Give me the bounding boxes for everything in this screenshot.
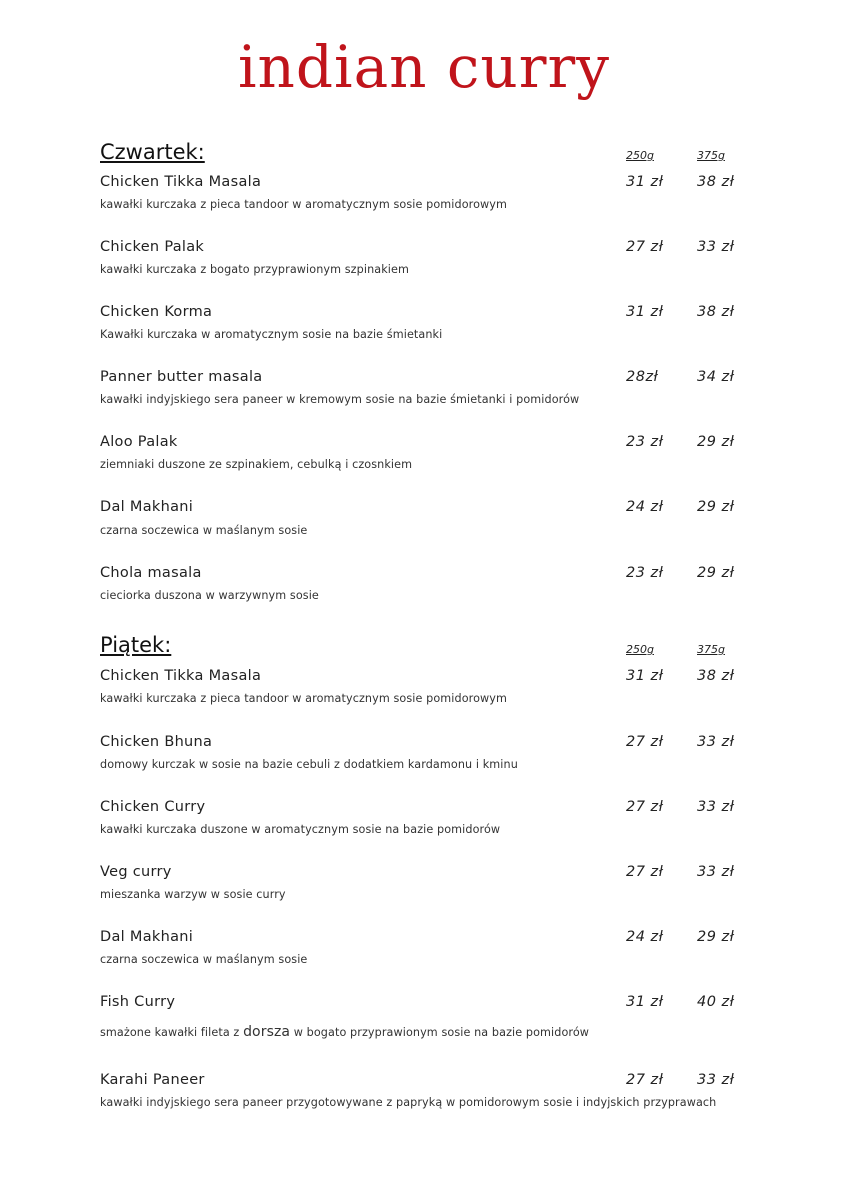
- price-small: 27 zł: [626, 864, 664, 880]
- price-small: 31 zł: [626, 994, 664, 1010]
- item-name: Aloo Palak: [100, 434, 178, 450]
- price-small: 27 zł: [626, 799, 664, 815]
- item-description: [100, 1024, 589, 1040]
- price-large: 33 zł: [697, 864, 735, 880]
- restaurant-logo-title: indian curry: [237, 33, 610, 101]
- price-large: 33 zł: [697, 1072, 735, 1088]
- item-name: Chicken Tikka Masala: [100, 668, 262, 684]
- item-name: Chicken Korma: [100, 304, 213, 320]
- item-name: Chicken Tikka Masala: [100, 174, 262, 190]
- price-large: 33 zł: [697, 734, 735, 750]
- item-description: czarna soczewica w maślanym sosie: [100, 524, 308, 537]
- price-large: 38 zł: [697, 668, 735, 684]
- item-description: kawałki indyjskiego sera paneer przygotowywane z papryką w pomidorowym sosie i indyjskich przyprawach: [100, 1096, 717, 1109]
- item-name: Dal Makhani: [100, 929, 194, 945]
- price-large: 38 zł: [697, 304, 735, 320]
- size-header-375g: 375g: [697, 643, 725, 656]
- item-description: czarna soczewica w maślanym sosie: [100, 953, 308, 966]
- price-small: 23 zł: [626, 565, 664, 581]
- price-small: 28zł: [626, 369, 659, 385]
- item-description: kawałki kurczaka duszone w aromatycznym sosie na bazie pomidorów: [100, 823, 501, 836]
- item-description: domowy kurczak w sosie na bazie cebuli z dodatkiem kardamonu i kminu: [100, 758, 518, 771]
- item-description: kawałki kurczaka z pieca tandoor w aromatycznym sosie pomidorowym: [100, 198, 508, 211]
- item-description: ziemniaki duszone ze szpinakiem, cebulką i czosnkiem: [100, 458, 413, 471]
- price-small: 31 zł: [626, 304, 664, 320]
- price-large: 40 zł: [697, 994, 735, 1010]
- item-name: Panner butter masala: [100, 369, 263, 385]
- item-name: Karahi Paneer: [100, 1072, 205, 1088]
- price-large: 29 zł: [697, 565, 735, 581]
- price-large: 29 zł: [697, 434, 735, 450]
- item-name: Chicken Bhuna: [100, 734, 213, 750]
- price-large: 38 zł: [697, 174, 735, 190]
- price-small: 27 zł: [626, 1072, 664, 1088]
- price-small: 31 zł: [626, 174, 664, 190]
- item-name: Chicken Curry: [100, 799, 206, 815]
- item-name: Veg curry: [100, 864, 172, 880]
- price-small: 24 zł: [626, 929, 664, 945]
- item-name: Chicken Palak: [100, 239, 205, 255]
- price-small: 31 zł: [626, 668, 664, 684]
- item-name: Fish Curry: [100, 994, 176, 1010]
- price-small: 27 zł: [626, 734, 664, 750]
- item-description: mieszanka warzyw w sosie curry: [100, 888, 286, 901]
- size-header-375g: 375g: [697, 149, 725, 162]
- price-large: 33 zł: [697, 239, 735, 255]
- price-large: 29 zł: [697, 929, 735, 945]
- size-header-250g: 250g: [626, 149, 654, 162]
- section-heading-thursday: Czwartek:: [100, 140, 205, 164]
- price-small: 23 zł: [626, 434, 664, 450]
- item-name: Chola masala: [100, 565, 202, 581]
- price-large: 33 zł: [697, 799, 735, 815]
- price-large: 34 zł: [697, 369, 735, 385]
- desc-part: smażone kawałki fileta z: [100, 1026, 244, 1039]
- item-description: kawałki kurczaka z bogato przyprawionym szpinakiem: [100, 263, 409, 276]
- desc-part: w bogato przyprawionym sosie na bazie pomidorów: [290, 1026, 590, 1039]
- item-description: kawałki indyjskiego sera paneer w kremowym sosie na bazie śmietanki i pomidorów: [100, 393, 580, 406]
- desc-emphasis: dorsza: [243, 1024, 291, 1040]
- item-description: kawałki kurczaka z pieca tandoor w aromatycznym sosie pomidorowym: [100, 692, 508, 705]
- section-heading-friday: Piątek:: [100, 633, 172, 657]
- item-description: cieciorka duszona w warzywnym sosie: [100, 589, 319, 602]
- price-small: 27 zł: [626, 239, 664, 255]
- item-description: Kawałki kurczaka w aromatycznym sosie na bazie śmietanki: [100, 328, 443, 341]
- price-large: 29 zł: [697, 499, 735, 515]
- price-small: 24 zł: [626, 499, 664, 515]
- item-name: Dal Makhani: [100, 499, 194, 515]
- size-header-250g: 250g: [626, 643, 654, 656]
